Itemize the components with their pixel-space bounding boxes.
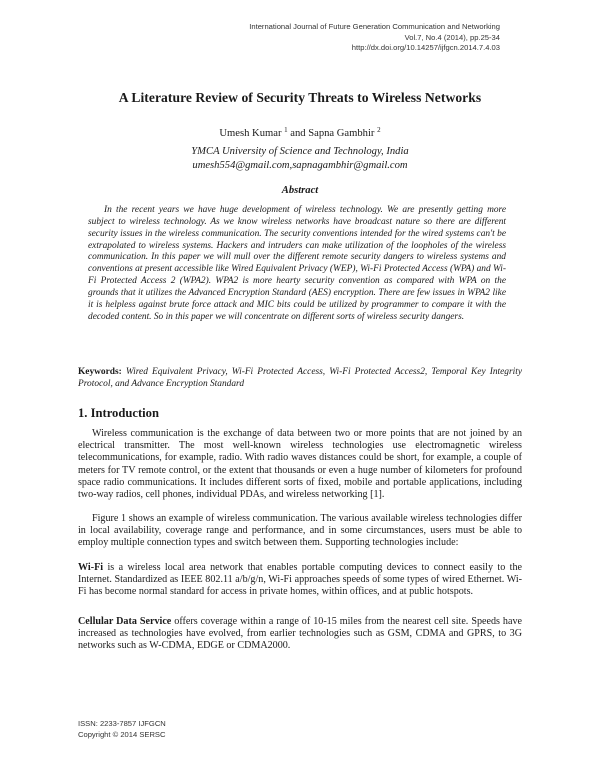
author-line — [0, 126, 600, 139]
keywords-text: Wired Equivalent Privacy, Wi-Fi Protected Access, Wi-Fi Protected Access2, Temporal Key Integrity Protocol, and Advance Encryption Standard — [78, 367, 523, 389]
cellular-description: offers coverage within a range of 10-15 miles from the nearest cell site. Speeds have increased as technologies have evolved, from earlier technologies such as GSM, CDMA and GPRS, to 3G networks such as W-CDMA, EDGE or CDMA2000. — [78, 616, 522, 652]
keywords-label: Keywords: — [78, 367, 122, 377]
author-2: Sapna Gambhir — [308, 128, 375, 139]
paper-title: A Literature Review of Security Threats to Wireless Networks — [118, 90, 482, 105]
author-1: Umesh Kumar — [219, 128, 282, 139]
intro-paragraph-2: Figure 1 shows an example of wireless communication. The various available wireless technologies differ in local availability, coverage range and performance, and in some circumstances, users must be able to employ multiple connection types and switch between them. Supporting technologies include: — [78, 513, 522, 549]
wifi-paragraph — [78, 562, 522, 599]
cellular-paragraph — [78, 616, 522, 653]
page-footer — [78, 719, 166, 740]
institution: YMCA University of Science and Technology, India — [191, 146, 409, 157]
journal-header — [140, 22, 500, 54]
intro-paragraph-1: Wireless communication is the exchange of data between two or more points that are not joined by an electrical transmitter. The most well-known wireless technologies use electromagnetic wireless telecommunications, for example, radio. With radio waves distances could be short, for example, a couple of meters for TV remote control, or the extent that thousands or even a huge number of kilometers for profound space radio communications. It includes different sorts of fixed, mobile and portable applications, including two-way radios, cell phones, individual PDAs, and wireless networking [1]. — [78, 428, 522, 501]
journal-volume: Vol.7, No.4 (2014), pp.25-34 — [404, 32, 500, 42]
cellular-term: Cellular Data Service — [78, 616, 172, 627]
affiliation — [0, 145, 600, 173]
keywords — [78, 367, 522, 391]
footer-issn: ISSN: 2233-7857 IJFGCN — [78, 719, 166, 728]
journal-name: International Journal of Future Generation Communication and Networking — [249, 22, 500, 31]
section-heading-introduction: 1. Introduction — [78, 406, 159, 420]
abstract-heading: Abstract — [281, 185, 319, 196]
footer-copyright: Copyright © 2014 SERSC — [78, 729, 166, 739]
author-conjunction: and — [290, 128, 306, 139]
wifi-term: Wi-Fi — [78, 562, 104, 573]
abstract-text: In the recent years we have huge development of wireless technology. We are presently getting more subject to wireless technology. As we know wireless networks have broadcast nature so there are different security issues in the wireless communication. The security conventions intended for the wired systems can't be extrapolated to wireless systems. Hackers and intruders can make utilization of the loopholes of the wireless communication. In this paper we will mull over the different remote security dangers to wireless systems and conventions at present accessible like Wired Equivalent Privacy (WEP), Wi-Fi Protected Access (WPA) and Wi-Fi Protected Access 2 (WPA2). WPA2 is more hearty security convention as compared with WPA on the grounds that it utilizes the Advanced Encryption Standard (AES) encryption. There are few issues in WPA2 like it is helpless against brute force attack and MIC bits could be utilized by programmer to compare it with the decoded content. So in this paper we will concentrate on different sorts of wireless security dangers. — [88, 205, 507, 322]
author-emails: umesh554@gmail.com,sapnagambhir@gmail.com — [192, 160, 408, 171]
author-2-superscript: 2 — [377, 126, 381, 134]
wifi-description: is a wireless local area network that enables portable computing devices to connect easily to the Internet. Standardized as IEEE 802.11 a/b/g/n, Wi-Fi approaches speeds of some types of wired Ethernet. Wi-Fi has become normal standard for access in private homes, within offices, and at public hotspots. — [78, 562, 522, 598]
author-1-superscript: 1 — [284, 126, 288, 134]
doi-link[interactable]: http://dx.doi.org/10.14257/ijfgcn.2014.7.4.03 — [351, 43, 500, 52]
